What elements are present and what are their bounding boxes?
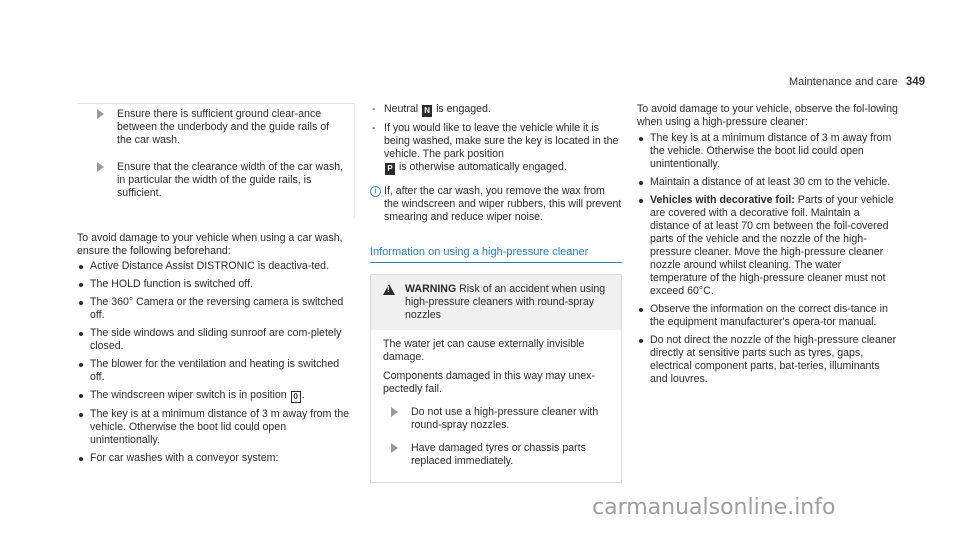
list-item: For car washes with a conveyor system: [77,452,355,465]
step-arrow-icon [391,443,398,453]
neutral-before: Neutral [384,103,419,115]
park-text-2: is otherwise automatically engaged. [398,161,567,173]
foil-text: Parts of your vehicle are covered with a decorative foil. Maintain a distance of at least 70 cm between the foil-covered parts of the vehicle and the nozzle of the high-pressure cleaner. Move the high-pressure cleaner nozzle around whilst cleaning. The water temperature of the high-pressure cleaner must not exceed 60°C. [650,194,894,297]
step-text: Do not use a high-pressure cleaner with round-spray nozzles. [411,406,599,431]
steps-box [77,103,355,218]
info-note [370,185,622,224]
page-header [789,76,925,89]
info-icon: i [370,186,381,197]
note-text: If, after the car wash, you remove the wax from the windscreen and wiper rubbers, this will prevent smearing and reduce wiper noise. [384,185,622,223]
step-item [383,406,609,432]
section-heading: Information on using a high-pressure cleaner [370,246,622,263]
section-title: Maintenance and care [788,76,898,88]
column-middle [370,103,622,483]
list-item: Active Distance Assist DISTRONIC is deactiva-ted. [77,260,355,273]
pressure-cleaner-intro: To avoid damage to your vehicle, observe the fol-lowing when using a high-pressure cleaner: [637,103,898,128]
warning-box [370,274,622,483]
column-right [637,103,900,391]
step-item [87,161,344,200]
list-item: The 360° Camera or the reversing camera is switched off. [77,296,355,322]
list-item: The key is at a minimum distance of 3 m away from the vehicle. Otherwise the boot lid could open unintentionally. [637,132,900,171]
park-text-1: If you would like to leave the vehicle while it is being washed, make sure the key is located in the vehicle. The park position [384,122,619,160]
warning-paragraph: The water jet can cause externally invisible damage. [383,338,585,363]
warning-label: WARNING [405,283,457,295]
park-p-icon: P [385,163,395,175]
car-wash-checklist [77,260,355,465]
step-item [87,108,344,147]
car-wash-intro: To avoid damage to your vehicle when using a car wash, ensure the following beforehand: [77,232,343,257]
step-arrow-icon [97,109,104,119]
warning-headline: Risk of an accident when using high-pressure cleaners with round-spray nozzles [405,283,606,321]
step-arrow-icon [391,407,398,417]
step-arrow-icon [97,162,104,172]
page-number: 349 [905,76,925,88]
list-item [370,122,622,175]
conveyor-sublist [370,103,622,175]
step-text: Ensure that the clearance width of the car wash, in particular the width of the guide rails, is sufficient. [117,161,344,199]
watermark-logo: carmanualsonline.info [592,495,836,520]
warning-body [371,330,621,482]
column-left [77,103,355,470]
foil-label: Vehicles with decorative foil: [650,194,795,206]
list-item: Do not direct the nozzle of the high-pressure cleaner directly at sensitive parts such as tyres, gaps, electrical component parts, bat-teries, illuminants and louvres. [637,334,900,386]
list-item: The key is at a minimum distance of 3 m away from the vehicle. Otherwise the boot lid could open unintentionally. [77,408,355,447]
neutral-n-icon: N [422,105,432,117]
warning-header [371,275,621,330]
list-item: The blower for the ventilation and heating is switched off. [77,358,355,384]
wiper-suffix: . [301,389,305,401]
list-item: The HOLD function is switched off. [77,278,355,291]
wiper-text: The windscreen wiper switch is in position [90,389,287,401]
list-item: Maintain a distance of at least 30 cm to the vehicle. [637,176,900,189]
step-text: Ensure there is sufficient ground clear-ance between the underbody and the guide rails of the car wash. [117,108,330,146]
list-item [370,103,622,117]
warning-triangle-icon [383,284,395,295]
pressure-cleaner-list [637,132,900,386]
step-item [383,442,609,468]
warning-paragraph: Components damaged in this way may unex-pectedly fail. [383,370,595,395]
step-text: Have damaged tyres or chassis parts replaced immediately. [411,442,586,467]
list-item: The side windows and sliding sunroof are com-pletely closed. [77,327,355,353]
wiper-position-0-icon: 0 [291,391,301,403]
list-item [637,194,900,298]
list-item: Observe the information on the correct dis-tance in the equipment manufacturer's opera-tor manual. [637,303,900,329]
neutral-after: is engaged. [436,103,491,115]
list-item [77,389,355,403]
